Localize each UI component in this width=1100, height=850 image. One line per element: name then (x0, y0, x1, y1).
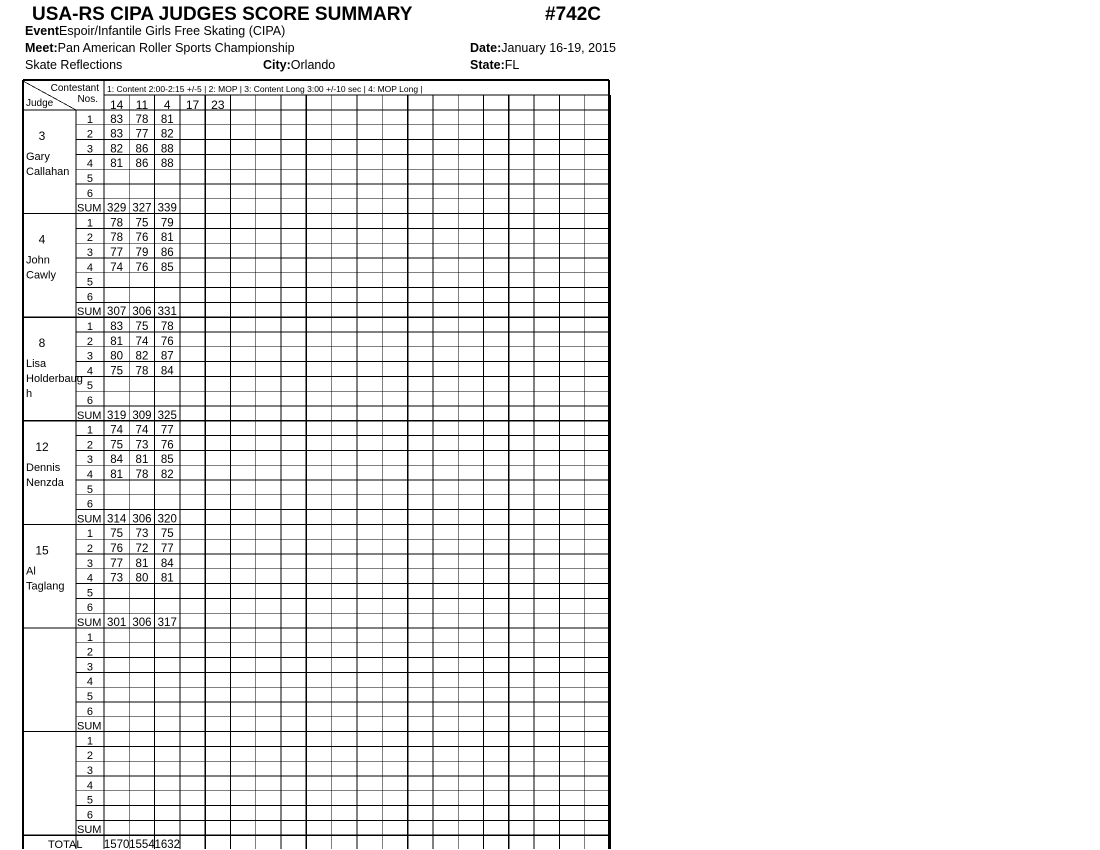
score-cell: 77 (160, 424, 174, 437)
row-number: 5 (86, 483, 93, 496)
row-number: 1 (86, 631, 93, 644)
sum-cell: 309 (132, 409, 152, 422)
row-number: 3 (86, 765, 93, 777)
score-cell: 75 (135, 321, 149, 333)
row-number: 4 (86, 158, 93, 171)
score-cell: 86 (160, 247, 174, 259)
score-cell: 75 (135, 217, 149, 230)
score-cell: 75 (110, 365, 124, 378)
row-number: 2 (86, 128, 93, 141)
sum-cell: 319 (107, 409, 127, 422)
judge-number: 4 (38, 232, 46, 247)
sum-cell: 306 (132, 306, 152, 319)
judge-name: Dennis (26, 461, 61, 474)
score-cell: 78 (110, 217, 124, 230)
judge-name: John (26, 254, 50, 267)
row-number: 6 (86, 602, 93, 615)
score-cell: 77 (135, 128, 149, 141)
score-cell: 74 (110, 424, 124, 437)
score-cell: 76 (160, 439, 174, 452)
score-cell: 78 (135, 365, 149, 378)
total-cell: 1632 (154, 839, 181, 850)
score-cell: 81 (110, 469, 124, 481)
score-cell: 81 (135, 557, 149, 570)
score-cell: 79 (160, 217, 174, 230)
row-number: 1 (86, 528, 93, 541)
sum-cell: 320 (157, 513, 177, 526)
row-number: 5 (86, 276, 93, 289)
judge-number: 8 (38, 336, 46, 351)
event-label: Event (25, 24, 60, 38)
contestant-number: 17 (185, 98, 200, 112)
row-number: 3 (86, 350, 93, 363)
club-name: Skate Reflections (25, 58, 123, 72)
row-number: 6 (86, 705, 93, 718)
contestant-number: 23 (211, 98, 225, 112)
sum-cell: 325 (157, 409, 177, 422)
meet-value: Pan American Roller Sports Championship (57, 41, 295, 55)
judge-number: 3 (38, 129, 46, 143)
judge-name: Callahan (26, 166, 70, 178)
score-cell: 78 (110, 232, 124, 245)
total-label: TOTAL (48, 839, 83, 850)
score-cell: 77 (160, 543, 174, 555)
total-cell: 1554 (129, 839, 155, 850)
judge-name: Taglang (26, 580, 65, 593)
judge-name: Al (26, 565, 36, 578)
sum-label: SUM (77, 720, 102, 733)
sum-cell: 301 (107, 617, 127, 629)
state-label: State: (470, 58, 505, 72)
score-cell: 82 (160, 128, 174, 141)
sum-cell: 331 (157, 306, 177, 319)
row-number: 1 (86, 217, 93, 230)
row-number: 3 (86, 454, 93, 467)
score-cell: 73 (135, 528, 149, 541)
sum-label: SUM (77, 617, 102, 629)
score-cell: 84 (160, 365, 174, 378)
row-number: 3 (86, 143, 93, 156)
score-cell: 81 (135, 454, 149, 467)
row-number: 4 (86, 676, 93, 689)
judge-name: h (26, 388, 33, 401)
contestant-number: 14 (109, 98, 124, 112)
row-number: 5 (86, 587, 93, 600)
row-number: 4 (86, 572, 93, 585)
score-cell: 82 (135, 350, 149, 363)
score-cell: 76 (110, 543, 124, 555)
score-cell: 82 (110, 143, 124, 156)
row-number: 2 (86, 646, 93, 659)
row-number: 4 (86, 779, 93, 792)
score-cell: 77 (110, 247, 124, 259)
city-value: Orlando (290, 58, 336, 72)
row-number: 6 (86, 809, 93, 822)
score-cell: 76 (135, 232, 149, 245)
score-cell: 80 (135, 572, 149, 585)
score-cell: 81 (160, 572, 174, 585)
score-cell: 87 (160, 350, 174, 363)
judge-name: Gary (26, 151, 50, 163)
contestant-number: 11 (135, 98, 149, 112)
score-cell: 74 (110, 261, 124, 274)
sum-cell: 314 (107, 513, 127, 526)
sum-cell: 307 (107, 306, 127, 319)
judge-name: Cawly (26, 269, 56, 282)
score-cell: 84 (160, 557, 174, 570)
state-value: FL (504, 58, 520, 72)
judge-number: 15 (35, 543, 49, 558)
row-number: 6 (86, 291, 93, 304)
row-number: 3 (86, 557, 93, 570)
row-number: 3 (86, 661, 93, 674)
score-cell: 82 (160, 469, 174, 481)
row-number: 2 (86, 750, 93, 763)
sum-label: SUM (77, 306, 102, 319)
score-cell: 75 (110, 439, 124, 452)
score-cell: 81 (160, 232, 174, 245)
sum-cell: 306 (132, 617, 152, 629)
sum-label: SUM (77, 513, 102, 526)
score-cell: 84 (110, 454, 124, 467)
contestant-number: 4 (163, 98, 171, 112)
row-number: 3 (86, 247, 93, 259)
sum-label: SUM (77, 202, 102, 215)
sum-cell: 317 (157, 617, 177, 629)
score-cell: 81 (110, 158, 124, 171)
score-cell: 77 (110, 557, 124, 570)
score-cell: 76 (135, 261, 149, 274)
row-number: 4 (86, 469, 93, 481)
score-cell: 88 (160, 143, 174, 156)
score-cell: 80 (110, 350, 124, 363)
row-number: 2 (86, 439, 93, 452)
sum-cell: 327 (132, 202, 152, 215)
document-title: USA-RS CIPA JUDGES SCORE SUMMARY (32, 4, 413, 25)
score-cell: 76 (160, 335, 174, 348)
criteria-legend: 1: Content 2:00-2:15 +/-5 | 2: MOP | 3: Content Long 3:00 +/-10 sec | 4: MOP Long | (107, 84, 423, 94)
score-cell: 73 (135, 439, 149, 452)
row-number: 4 (86, 365, 93, 378)
judge-label: Judge (26, 98, 54, 109)
city-label: City: (263, 58, 291, 72)
score-cell: 78 (135, 113, 149, 126)
row-number: 5 (86, 173, 93, 185)
row-number: 5 (86, 794, 93, 807)
score-cell: 86 (135, 158, 149, 171)
judge-name: Lisa (26, 358, 47, 371)
document-number: #742C (545, 4, 601, 25)
row-number: 2 (86, 335, 93, 348)
score-cell: 74 (135, 335, 149, 348)
score-cell: 88 (160, 158, 174, 171)
score-cell: 72 (135, 543, 149, 555)
row-number: 5 (86, 691, 93, 703)
row-number: 1 (86, 113, 93, 126)
nos-label: Nos. (77, 94, 98, 105)
judge-number: 12 (35, 439, 49, 454)
score-cell: 85 (160, 261, 174, 274)
sum-cell: 329 (107, 202, 127, 215)
score-cell: 81 (160, 113, 174, 126)
sum-cell: 306 (132, 513, 152, 526)
score-cell: 75 (110, 528, 124, 541)
total-cell: 1570 (103, 839, 130, 850)
score-cell: 83 (110, 321, 124, 333)
score-cell: 74 (135, 424, 149, 437)
sum-label: SUM (77, 409, 102, 422)
score-cell: 83 (110, 113, 124, 126)
row-number: 6 (86, 395, 93, 407)
row-number: 6 (86, 187, 93, 200)
sum-cell: 339 (157, 202, 177, 215)
row-number: 1 (86, 321, 93, 333)
row-number: 4 (86, 261, 93, 274)
score-cell: 86 (135, 143, 149, 156)
row-number: 1 (86, 735, 93, 748)
row-number: 1 (86, 424, 93, 437)
contestant-label: Contestant (50, 83, 99, 94)
sum-label: SUM (77, 824, 102, 837)
score-cell: 83 (110, 128, 124, 141)
score-cell: 75 (160, 528, 174, 541)
score-cell: 79 (135, 247, 149, 259)
score-cell: 78 (135, 469, 149, 481)
date-label: Date: (470, 41, 502, 55)
score-cell: 81 (110, 335, 124, 348)
score-cell: 85 (160, 454, 174, 467)
event-value: Espoir/Infantile Girls Free Skating (CIPA) (59, 24, 286, 38)
meet-label: Meet: (25, 41, 58, 55)
score-cell: 73 (110, 572, 124, 585)
date-value: January 16-19, 2015 (501, 41, 616, 55)
row-number: 2 (86, 232, 93, 245)
row-number: 2 (86, 543, 93, 555)
row-number: 5 (86, 380, 93, 393)
judge-name: Holderbaug (26, 373, 83, 386)
score-cell: 78 (160, 321, 174, 333)
judge-name: Nenzda (26, 476, 64, 489)
row-number: 6 (86, 498, 93, 511)
